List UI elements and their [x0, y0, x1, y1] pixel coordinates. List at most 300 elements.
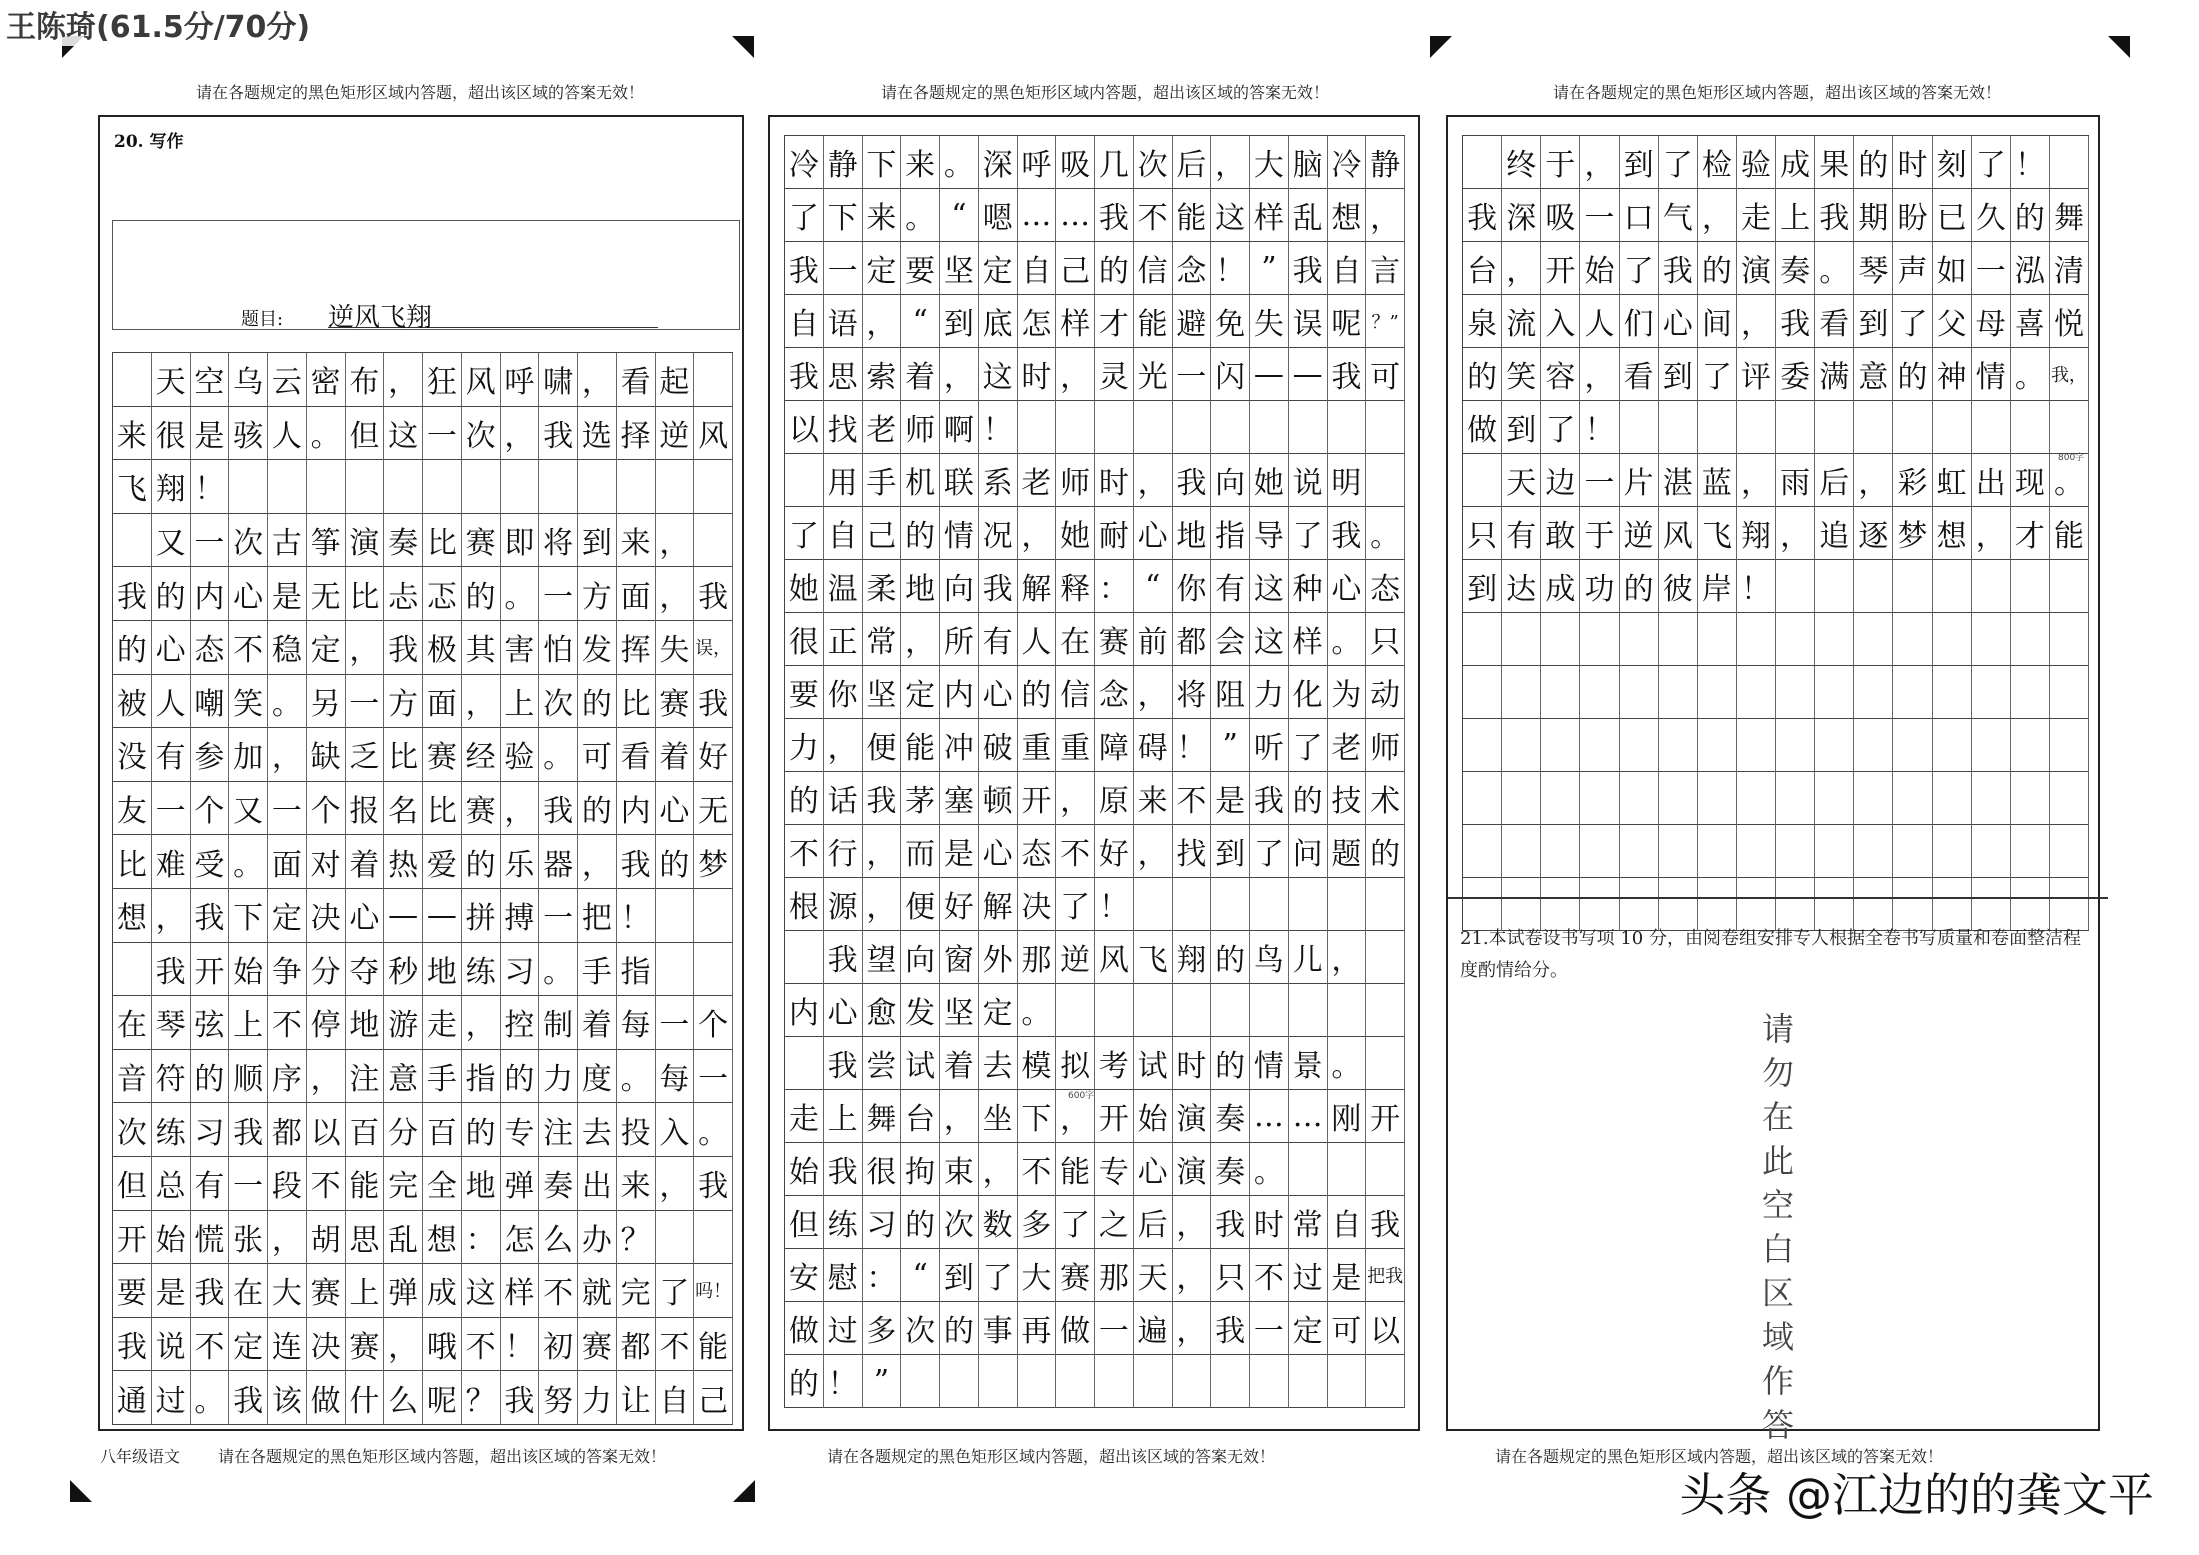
grid-cell: 能: [2050, 507, 2089, 560]
footer-notice: 请在各题规定的黑色矩形区域内答题，超出该区域的答案无效！: [218, 1447, 667, 1466]
grid-cell: 己: [1056, 242, 1095, 295]
grid-cell: 况: [979, 507, 1018, 560]
grid-cell: 要: [901, 242, 940, 295]
grid-cell: 梦: [694, 835, 733, 889]
grid-cell: 深: [1502, 189, 1541, 242]
grid-cell: 系: [979, 454, 1018, 507]
grid-cell: [384, 460, 423, 514]
grid-cell: 的: [940, 1302, 979, 1355]
grid-cell: 动: [1366, 666, 1405, 719]
grid-cell: ！: [1173, 719, 1212, 772]
grid-cell: 验: [1737, 136, 1776, 189]
grid-cell: [1698, 719, 1737, 772]
grid-cell: 开: [1095, 1090, 1134, 1143]
grid-cell: 奏: [539, 1157, 578, 1211]
grid-cell: 注: [346, 1050, 385, 1104]
grid-cell: [1815, 719, 1854, 772]
grid-cell: 翔: [152, 460, 191, 514]
grid-cell: 做: [785, 1302, 824, 1355]
grid-cell: [1620, 772, 1659, 825]
grid-cell: 如: [1933, 242, 1972, 295]
grid-cell: 事: [979, 1302, 1018, 1355]
grid-cell: 都: [1173, 613, 1212, 666]
grid-cell: 一: [229, 1157, 268, 1211]
grid-cell: 意: [384, 1050, 423, 1104]
grid-cell: ，: [863, 825, 902, 878]
grid-cell: 冲: [940, 719, 979, 772]
grid-cell: 我: [1328, 348, 1367, 401]
grid-cell: 时: [1250, 1196, 1289, 1249]
answer-panel-3: [1446, 115, 2100, 1444]
grid-cell: 做: [1463, 401, 1502, 454]
grid-cell: [1250, 1355, 1289, 1408]
grid-cell: 我: [694, 675, 733, 729]
grid-cell: 。: [1328, 1037, 1367, 1090]
grid-cell: 比: [346, 567, 385, 621]
grid-cell: 内: [785, 984, 824, 1037]
grid-cell: 赛: [346, 1318, 385, 1372]
grid-cell: ，: [578, 353, 617, 407]
grid-cell: [1211, 1355, 1250, 1408]
grid-cell: 雨: [1776, 454, 1815, 507]
grid-cell: 彩: [1893, 454, 1932, 507]
grid-cell: 想: [1933, 507, 1972, 560]
grid-cell: 一: [191, 514, 230, 568]
grid-cell: 走: [1737, 189, 1776, 242]
grid-cell: 秒: [384, 943, 423, 997]
grid-cell: 慰: [824, 1249, 863, 1302]
grid-cell: 可: [1328, 1302, 1367, 1355]
grid-cell: [1056, 984, 1095, 1037]
grid-cell: ”: [1211, 719, 1250, 772]
grid-cell: 满: [1815, 348, 1854, 401]
grid-cell: 出: [578, 1157, 617, 1211]
grid-cell: [1580, 666, 1619, 719]
grid-cell: 内: [617, 782, 656, 836]
grid-cell: [1289, 878, 1328, 931]
grid-cell: 空: [191, 353, 230, 407]
grid-cell: 筝: [307, 514, 346, 568]
grid-cell: 参: [191, 728, 230, 782]
grid-cell: 种: [1289, 560, 1328, 613]
grid-cell: 心: [656, 782, 695, 836]
grid-cell: 赛: [423, 728, 462, 782]
grid-cell: ，: [268, 728, 307, 782]
grid-cell: 的: [191, 1050, 230, 1104]
grid-cell: [2011, 825, 2050, 878]
grid-cell: 是: [191, 407, 230, 461]
grid-cell: 情: [1972, 348, 2011, 401]
grid-cell: [1173, 401, 1212, 454]
grid-cell: 只: [1463, 507, 1502, 560]
grid-cell: 们: [1620, 295, 1659, 348]
grid-cell: [979, 1355, 1018, 1408]
grid-cell: 失: [1250, 295, 1289, 348]
grid-cell: 定: [307, 621, 346, 675]
grid-cell: 了: [1972, 136, 2011, 189]
grid-cell: 以: [785, 401, 824, 454]
grid-cell: ！: [824, 1355, 863, 1408]
grid-cell: ，: [1972, 507, 2011, 560]
grid-cell: 其: [462, 621, 501, 675]
grid-cell: 。: [901, 189, 940, 242]
grid-cell: 静: [1366, 136, 1405, 189]
grid-cell: 好: [1095, 825, 1134, 878]
grid-cell: 我: [824, 1037, 863, 1090]
grid-cell: 比: [423, 782, 462, 836]
grid-cell: 入: [1541, 295, 1580, 348]
grid-cell: “: [940, 189, 979, 242]
grid-cell: 慌: [191, 1211, 230, 1265]
grid-cell: 后: [1134, 1196, 1173, 1249]
grid-cell: [2011, 401, 2050, 454]
grid-cell: [423, 460, 462, 514]
grid-cell: [2050, 666, 2089, 719]
grid-cell: 在: [113, 996, 152, 1050]
grid-cell: 决: [307, 1318, 346, 1372]
grid-cell: 我: [539, 407, 578, 461]
grid-cell: 练: [824, 1196, 863, 1249]
grid-cell: [1366, 984, 1405, 1037]
grid-cell: 到: [1463, 560, 1502, 613]
grid-cell: 。: [1250, 1143, 1289, 1196]
grid-cell: [1250, 878, 1289, 931]
grid-cell: “: [901, 1249, 940, 1302]
grid-cell: 技: [1328, 772, 1367, 825]
grid-cell: 障: [1095, 719, 1134, 772]
grid-cell: 我: [1659, 242, 1698, 295]
grid-cell: 风: [1659, 507, 1698, 560]
grid-cell: 心: [979, 666, 1018, 719]
grid-cell: 能: [1056, 1143, 1095, 1196]
grid-cell: 冷: [785, 136, 824, 189]
grid-cell: 己: [694, 1371, 733, 1425]
grid-cell: 想: [423, 1211, 462, 1265]
grid-cell: 我: [1815, 189, 1854, 242]
grid-cell: 。: [1815, 242, 1854, 295]
grid-cell: 连: [268, 1318, 307, 1372]
grid-cell: ，: [1173, 1196, 1212, 1249]
grid-cell: 一: [1580, 189, 1619, 242]
grid-cell: 以: [307, 1103, 346, 1157]
grid-cell: 不: [785, 825, 824, 878]
grid-cell: 台: [1463, 242, 1502, 295]
grid-cell: [1933, 666, 1972, 719]
grid-cell: 没: [113, 728, 152, 782]
grid-cell: 不: [539, 1264, 578, 1318]
grid-cell: [1502, 719, 1541, 772]
grid-cell: 天: [1134, 1249, 1173, 1302]
grid-cell: 一: [539, 567, 578, 621]
grid-cell: 的: [1463, 348, 1502, 401]
grid-cell: 心: [152, 621, 191, 675]
grid-cell: 是: [1211, 772, 1250, 825]
grid-cell: [1134, 878, 1173, 931]
grid-cell: [1502, 613, 1541, 666]
grid-cell: 自: [1018, 242, 1057, 295]
grid-cell: 张: [229, 1211, 268, 1265]
grid-cell: 面: [423, 675, 462, 729]
grid-cell: 逆: [656, 407, 695, 461]
grid-cell: 态: [1366, 560, 1405, 613]
grid-cell: 流: [1502, 295, 1541, 348]
grid-cell: 云: [268, 353, 307, 407]
grid-cell: 到: [578, 514, 617, 568]
grid-cell: 。: [2011, 348, 2050, 401]
grid-cell: 愈: [863, 984, 902, 1037]
grid-cell: 你: [1173, 560, 1212, 613]
grid-cell: [1854, 666, 1893, 719]
grid-cell: [1972, 719, 2011, 772]
grid-cell: 己: [863, 507, 902, 560]
grid-cell: [694, 460, 733, 514]
grid-cell: 方: [578, 567, 617, 621]
grid-cell: 古: [268, 514, 307, 568]
composition-grid: [784, 135, 1405, 1408]
grid-cell: [501, 460, 540, 514]
grid-cell: [694, 943, 733, 997]
grid-cell: 拼: [462, 889, 501, 943]
grid-cell: 不: [462, 1318, 501, 1372]
grid-cell: 坚: [863, 666, 902, 719]
grid-cell: 的: [462, 835, 501, 889]
grid-cell: 吸: [1056, 136, 1095, 189]
grid-cell: [268, 460, 307, 514]
grid-cell: 投: [617, 1103, 656, 1157]
grid-cell: 开: [191, 943, 230, 997]
grid-cell: 心: [1659, 295, 1698, 348]
grid-cell: [1620, 613, 1659, 666]
grid-cell: 乱: [384, 1211, 423, 1265]
grid-cell: [1698, 772, 1737, 825]
grid-cell: 上: [229, 996, 268, 1050]
grid-cell: 成: [1776, 136, 1815, 189]
grid-cell: 几: [1095, 136, 1134, 189]
grid-cell: 蓝: [1698, 454, 1737, 507]
corner-mark-icon: [2108, 36, 2130, 58]
grid-cell: 说: [152, 1318, 191, 1372]
grid-cell: …: [1056, 189, 1095, 242]
grid-cell: [1366, 1143, 1405, 1196]
grid-cell: 下: [229, 889, 268, 943]
grid-cell: 脑: [1289, 136, 1328, 189]
grid-cell: 选: [578, 407, 617, 461]
grid-cell: 练: [152, 1103, 191, 1157]
grid-cell: 我: [152, 943, 191, 997]
grid-cell: 的: [901, 1196, 940, 1249]
grid-cell: [1776, 772, 1815, 825]
grid-cell: 名: [384, 782, 423, 836]
grid-cell: 有: [1502, 507, 1541, 560]
grid-cell: [1095, 401, 1134, 454]
grid-cell: [1328, 1355, 1367, 1408]
grid-cell: 风: [462, 353, 501, 407]
grid-cell: 片: [1620, 454, 1659, 507]
grid-cell: 做: [307, 1371, 346, 1425]
grid-cell: 有: [1211, 560, 1250, 613]
grid-cell: 我: [694, 567, 733, 621]
grid-cell: 完: [617, 1264, 656, 1318]
grid-cell: 一: [656, 996, 695, 1050]
grid-cell: 那: [1018, 931, 1057, 984]
grid-cell: 自: [1328, 1196, 1367, 1249]
grid-cell: 赛: [656, 675, 695, 729]
grid-cell: 了: [1698, 348, 1737, 401]
question-label: 20. 写作: [114, 132, 184, 152]
grid-cell: 心: [824, 984, 863, 1037]
grid-cell: [1366, 1355, 1405, 1408]
grid-cell: 下: [863, 136, 902, 189]
grid-cell: 一: [423, 407, 462, 461]
grid-cell: 到: [1659, 348, 1698, 401]
grid-cell: 能: [694, 1318, 733, 1372]
grid-cell: [2050, 719, 2089, 772]
grid-cell: 地: [423, 943, 462, 997]
grid-cell: ？”: [1366, 295, 1405, 348]
grid-cell: 啊: [940, 401, 979, 454]
grid-cell: 心: [1134, 1143, 1173, 1196]
grid-cell: 大: [1250, 136, 1289, 189]
grid-cell: 的: [656, 835, 695, 889]
grid-cell: 而: [901, 825, 940, 878]
grid-cell: 顺: [229, 1050, 268, 1104]
grid-cell: 失: [656, 621, 695, 675]
grid-cell: 次: [113, 1103, 152, 1157]
grid-cell: [1541, 613, 1580, 666]
grid-cell: ！: [1095, 878, 1134, 931]
grid-cell: 来: [1134, 772, 1173, 825]
grid-cell: [1854, 401, 1893, 454]
grid-cell: 的: [1366, 825, 1405, 878]
grid-cell: 自: [824, 507, 863, 560]
grid-cell: —: [384, 889, 423, 943]
grid-cell: 弦: [191, 996, 230, 1050]
grid-cell: 加: [229, 728, 268, 782]
grid-cell: 。: [940, 136, 979, 189]
grid-cell: 搏: [501, 889, 540, 943]
grid-cell: 我: [229, 1103, 268, 1157]
grid-cell: 只: [1211, 1249, 1250, 1302]
grid-cell: [1366, 401, 1405, 454]
grid-cell: 游: [384, 996, 423, 1050]
grid-cell: 办: [578, 1211, 617, 1265]
grid-cell: 念: [1095, 666, 1134, 719]
grid-cell: 一: [539, 889, 578, 943]
grid-cell: 开: [1541, 242, 1580, 295]
grid-cell: 怎: [1018, 295, 1057, 348]
grid-cell: 我: [113, 1318, 152, 1372]
grid-cell: 考: [1095, 1037, 1134, 1090]
grid-cell: 受: [191, 835, 230, 889]
grid-cell: [1737, 666, 1776, 719]
grid-cell: 争: [268, 943, 307, 997]
grid-cell: 开: [1366, 1090, 1405, 1143]
grid-cell: 到: [1854, 295, 1893, 348]
grid-cell: 很: [152, 407, 191, 461]
grid-cell: 我: [1211, 1302, 1250, 1355]
grid-cell: 我: [979, 560, 1018, 613]
grid-cell: 指: [617, 943, 656, 997]
grid-cell: 我: [191, 1264, 230, 1318]
grid-cell: 的: [501, 1050, 540, 1104]
grid-cell: 父: [1933, 295, 1972, 348]
grid-cell: [1737, 719, 1776, 772]
grid-cell: 注: [539, 1103, 578, 1157]
grid-cell: 冷: [1328, 136, 1367, 189]
grid-cell: 逆: [1056, 931, 1095, 984]
grid-cell: 次: [229, 514, 268, 568]
grid-cell: 终: [1502, 136, 1541, 189]
grid-cell: 边: [1541, 454, 1580, 507]
grid-cell: 着: [578, 996, 617, 1050]
grid-cell: 赛: [1056, 1249, 1095, 1302]
grid-cell: 鸟: [1250, 931, 1289, 984]
grid-cell: [1366, 931, 1405, 984]
grid-cell: 。: [268, 675, 307, 729]
grid-cell: [1972, 772, 2011, 825]
grid-cell: [1620, 719, 1659, 772]
grid-cell: [1854, 560, 1893, 613]
grid-cell: 什: [346, 1371, 385, 1425]
grid-cell: ，: [346, 621, 385, 675]
grid-cell: 后: [1815, 454, 1854, 507]
grid-cell: 夺: [346, 943, 385, 997]
grid-cell: 我: [384, 621, 423, 675]
grid-cell: [1289, 401, 1328, 454]
grid-cell: 专: [501, 1103, 540, 1157]
grid-cell: 联: [940, 454, 979, 507]
grid-cell: [1250, 401, 1289, 454]
grid-cell: 数: [979, 1196, 1018, 1249]
grid-cell: 试: [1134, 1037, 1173, 1090]
grid-cell: 分: [384, 1103, 423, 1157]
grid-cell: ，: [656, 567, 695, 621]
grid-cell: 着: [656, 728, 695, 782]
grid-cell: 着: [901, 348, 940, 401]
grid-cell: [1776, 825, 1815, 878]
grid-cell: 的: [1854, 136, 1893, 189]
grid-cell: 行: [824, 825, 863, 878]
grid-cell: 但: [113, 1157, 152, 1211]
essay-title[interactable]: 逆风飞翔: [328, 297, 658, 328]
grid-cell: 手: [423, 1050, 462, 1104]
grid-cell: ：: [863, 1249, 902, 1302]
grid-cell: [1056, 1355, 1095, 1408]
grid-cell: 意: [1854, 348, 1893, 401]
grid-cell: 开: [1018, 772, 1057, 825]
grid-cell: 赛: [462, 514, 501, 568]
grid-cell: 根: [785, 878, 824, 931]
grid-cell: [1698, 666, 1737, 719]
grid-cell: [2011, 772, 2050, 825]
answer-panel-1: [98, 115, 744, 1431]
grid-cell: 一: [152, 782, 191, 836]
grid-cell: 不: [307, 1157, 346, 1211]
grid-cell: 了: [1250, 825, 1289, 878]
grid-cell: 梦: [1893, 507, 1932, 560]
grid-cell: [1659, 825, 1698, 878]
grid-cell: 内: [191, 567, 230, 621]
grid-cell: [1134, 1355, 1173, 1408]
grid-cell: 碍: [1134, 719, 1173, 772]
grid-cell: 定: [979, 242, 1018, 295]
grid-cell: 弹: [384, 1264, 423, 1318]
grid-cell: ，: [1776, 507, 1815, 560]
grid-cell: 才: [2011, 507, 2050, 560]
grid-cell: 于: [1541, 136, 1580, 189]
section-divider: [1448, 897, 2108, 899]
grid-cell: 会: [1211, 613, 1250, 666]
